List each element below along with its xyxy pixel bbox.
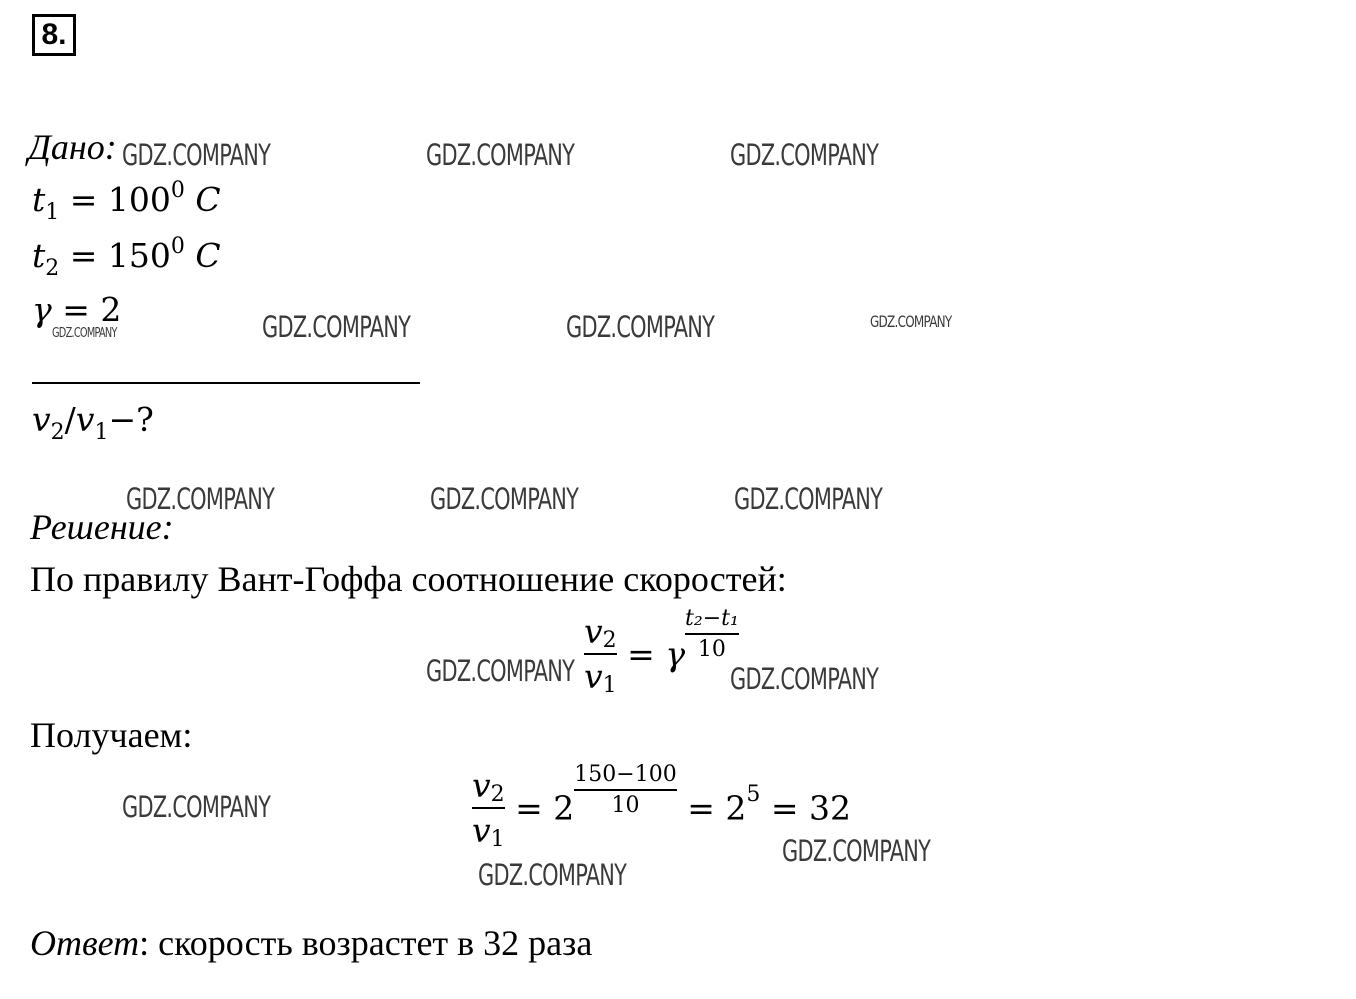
calc-ratio-fraction: $\frac{v2}{v1}$: [472, 766, 505, 852]
obtain-text: Получаем:: [30, 715, 193, 755]
answer-line: [30, 922, 592, 964]
watermark: GDZ.COMPANY: [426, 654, 575, 688]
given-gamma: γ = 2: [32, 290, 122, 329]
answer-text: : скорость возрастет в 32 раза: [139, 923, 593, 963]
watermark: GDZ.COMPANY: [426, 138, 575, 172]
watermark: GDZ.COMPANY: [730, 662, 879, 696]
calculation-formula: $\frac{v2}{v1}$ = 2 $\frac{150-100}{10}$ = $2^5 = 32$: [472, 762, 851, 852]
vant-hoff-rule-text: По правилу Вант-Гоффа соотношение скоростей:: [30, 559, 787, 599]
watermark: GDZ.COMPANY: [782, 834, 931, 868]
find-ratio: $v_2/v_1-$?: [32, 400, 154, 445]
watermark: GDZ.COMPANY: [870, 312, 952, 331]
watermark: GDZ.COMPANY: [52, 326, 117, 341]
vant-hoff-formula: $\frac{v2}{v1}$ = γ $\frac{\text{t₂−t₁}}{10}$: [584, 606, 739, 698]
watermark: GDZ.COMPANY: [734, 482, 883, 516]
given-t2: $t_2 = 150^0$ C: [32, 234, 221, 281]
watermark: GDZ.COMPANY: [566, 310, 715, 344]
watermark: GDZ.COMPANY: [430, 482, 579, 516]
calc-exponent-fraction: $\frac{150-100}{10}$: [574, 762, 677, 818]
watermark: GDZ.COMPANY: [126, 482, 275, 516]
given-t1: $t_1 = 100^0$ C: [32, 178, 221, 225]
solution-heading: Решение:: [30, 507, 174, 547]
watermark: GDZ.COMPANY: [730, 138, 879, 172]
watermark: GDZ.COMPANY: [122, 138, 271, 172]
problem-number: 8.: [32, 14, 76, 56]
watermark: GDZ.COMPANY: [262, 310, 411, 344]
answer-heading: Ответ: [30, 923, 140, 963]
exponent-fraction: $\frac{\text{t₂−t₁}}{10}$: [685, 606, 739, 662]
given-heading: Дано:: [28, 127, 117, 167]
watermark: GDZ.COMPANY: [478, 858, 627, 892]
rate-ratio-fraction: $\frac{v2}{v1}$: [584, 612, 617, 698]
given-divider: [32, 382, 420, 384]
watermark: GDZ.COMPANY: [122, 790, 271, 824]
